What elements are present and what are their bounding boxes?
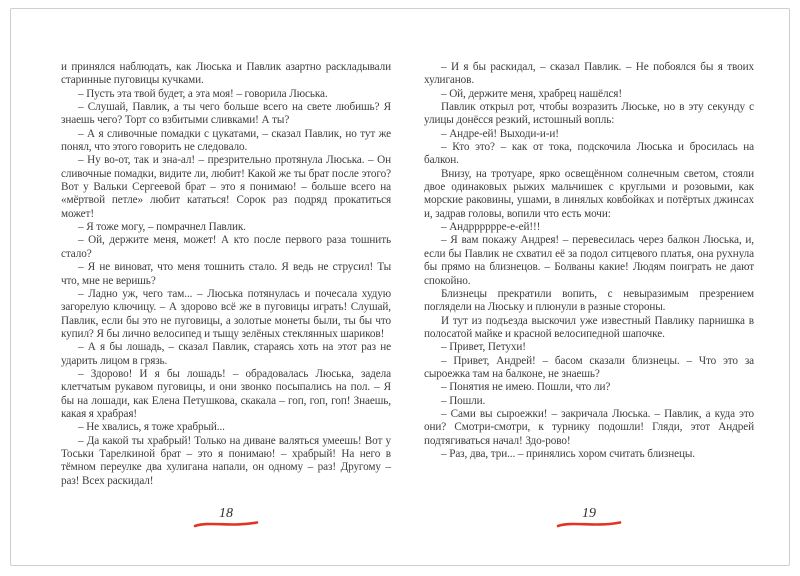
page-footer-right bbox=[424, 507, 754, 537]
paragraph: – А я сливочные помадки с цукатами, – сказал Павлик, но тут же понял, что этого говорить не следовало. bbox=[61, 127, 391, 154]
paragraph: – Понятия не имею. Пошли, что ли? bbox=[441, 381, 611, 394]
paragraph: – Здорово! И я бы лошадь! – обрадовалась Люська, задела клетчатым рукавом пуговицы, и они звонко посыпались на пол. – Я бы на лошади, как Елена Петушкова, скакала – гоп, гоп, гоп! Знаешь, какая я храбрая! bbox=[61, 367, 391, 420]
paragraph: – Кто это? – как от тока, подскочила Люська и бросилась на балкон. bbox=[424, 141, 754, 167]
paragraph: – Привет, Петухи! bbox=[441, 341, 526, 354]
paragraph: – Пошли. bbox=[441, 394, 486, 407]
paragraph: Близнецы прекратили вопить, с невыразимым презрением поглядели на Люську и плюнули в разные стороны. bbox=[424, 287, 754, 314]
paragraph: – Да какой ты храбрый! Только на диване валяться умеешь! Вот у Тоськи Тарелкиной брат – это я понимаю! – храбрый! На него в тёмном переулке два хулигана напали, он одному – раз! Другому – раз! Всех раскидал! bbox=[61, 434, 391, 487]
page-number: 18 bbox=[219, 506, 233, 521]
paragraph: – Слушай, Павлик, а ты чего больше всего на свете любишь? Я знаешь чего? Торт со взбитыми сливками! А ты? bbox=[61, 101, 391, 127]
paragraph: – Андре-ей! Выходи-и-и! bbox=[441, 127, 559, 140]
page-footer-left bbox=[61, 507, 391, 537]
paragraph: – Я тоже могу, – помрачнел Павлик. bbox=[78, 221, 246, 234]
paragraph: – И я бы раскидал, – сказал Павлик. – Не побоялся бы я твоих хулиганов. bbox=[424, 61, 754, 87]
page-number: 19 bbox=[582, 506, 596, 521]
paragraph: – Ну во-от, так и зна-ал! – презрительно протянула Люська. – Он сливочные помадки, видите ли, любит! Какой же ты брат после этого? Вот у Вальки Сергеевой брат – это я понимаю! – больше всего на «мёртвой петле» любит кататься! Сорок раз подряд прокатиться может! bbox=[61, 154, 391, 220]
page-left-text bbox=[61, 61, 391, 488]
paragraph: – Сами вы сыроежки! – закричала Люська. – Павлик, а куда это они? Смотри-смотри, к турнику подошли! Гляди, этот Андрей подтягиваться начал! Здо-рово! bbox=[424, 407, 754, 447]
paragraph: – А я бы лошадь, – сказал Павлик, стараясь хоть на этот раз не ударить лицом в грязь. bbox=[61, 341, 391, 367]
paragraph: Павлик открыл рот, чтобы возразить Люське, но в эту секунду с улицы донёсся резкий, истошный вопль: bbox=[424, 101, 754, 127]
paragraph: – Раз, два, три... – принялись хором считать близнецы. bbox=[441, 447, 696, 460]
paragraph: – Не хвались, я тоже храбрый... bbox=[78, 421, 225, 434]
page-border bbox=[10, 8, 790, 566]
paragraph: – Ой, держите меня, может! А кто после первого раза тошнить стало? bbox=[61, 234, 391, 260]
page-right-text bbox=[424, 61, 754, 461]
paragraph: – Привет, Андрей! – басом сказали близнецы. – Что это за сыроежка там на балконе, не знаешь? bbox=[424, 354, 754, 380]
paragraph: – Я вам покажу Андрея! – перевесилась через балкон Люська, и, если бы Павлик не схватил её за подол ситцевого платья, она рухнула бы прямо на близнецов. – Болваны какие! Людям поиграть не дают спокойно. bbox=[424, 234, 754, 287]
paragraph: – Ладно уж, чего там... – Люська потянулась и почесала худую загорелую ключицу. – А здорово всё же в пуговицы играть! Слушай, Павлик, если бы это не пуговицы, а золотые монеты были, ты бы что купил? Я бы лично велосипед и тыщу зелёных стеклянных шариков! bbox=[61, 287, 391, 340]
paragraph: – Ой, держите меня, храбрец нашёлся! bbox=[441, 87, 622, 100]
paragraph: и принялся наблюдать, как Люська и Павлик азартно раскладывали старинные пуговицы кучками. bbox=[61, 61, 391, 87]
paragraph: – Пусть эта твой будет, а эта моя! – говорила Люська. bbox=[78, 87, 328, 100]
paragraph: Внизу, на тротуаре, ярко освещённом солнечным светом, стояли двое одинаковых рыжих мальчишек с круглыми и розовыми, как морские раковины, ушами, в линялых ковбойках и потёртых джинсах и, задрав головы, вопили что есть мочи: bbox=[424, 167, 754, 220]
paragraph: И тут из подъезда выскочил уже известный Павлику парнишка в полосатой майке и красной велосипедной шапочке. bbox=[424, 314, 754, 340]
page-number-underline-icon bbox=[193, 519, 259, 529]
paragraph: – Я не виноват, что меня тошнить стало. Я ведь не струсил! Ты что, мне не веришь? bbox=[61, 261, 391, 287]
paragraph: – Андрррррре-е-ей!!! bbox=[441, 221, 541, 234]
page-number-underline-icon bbox=[556, 519, 622, 529]
